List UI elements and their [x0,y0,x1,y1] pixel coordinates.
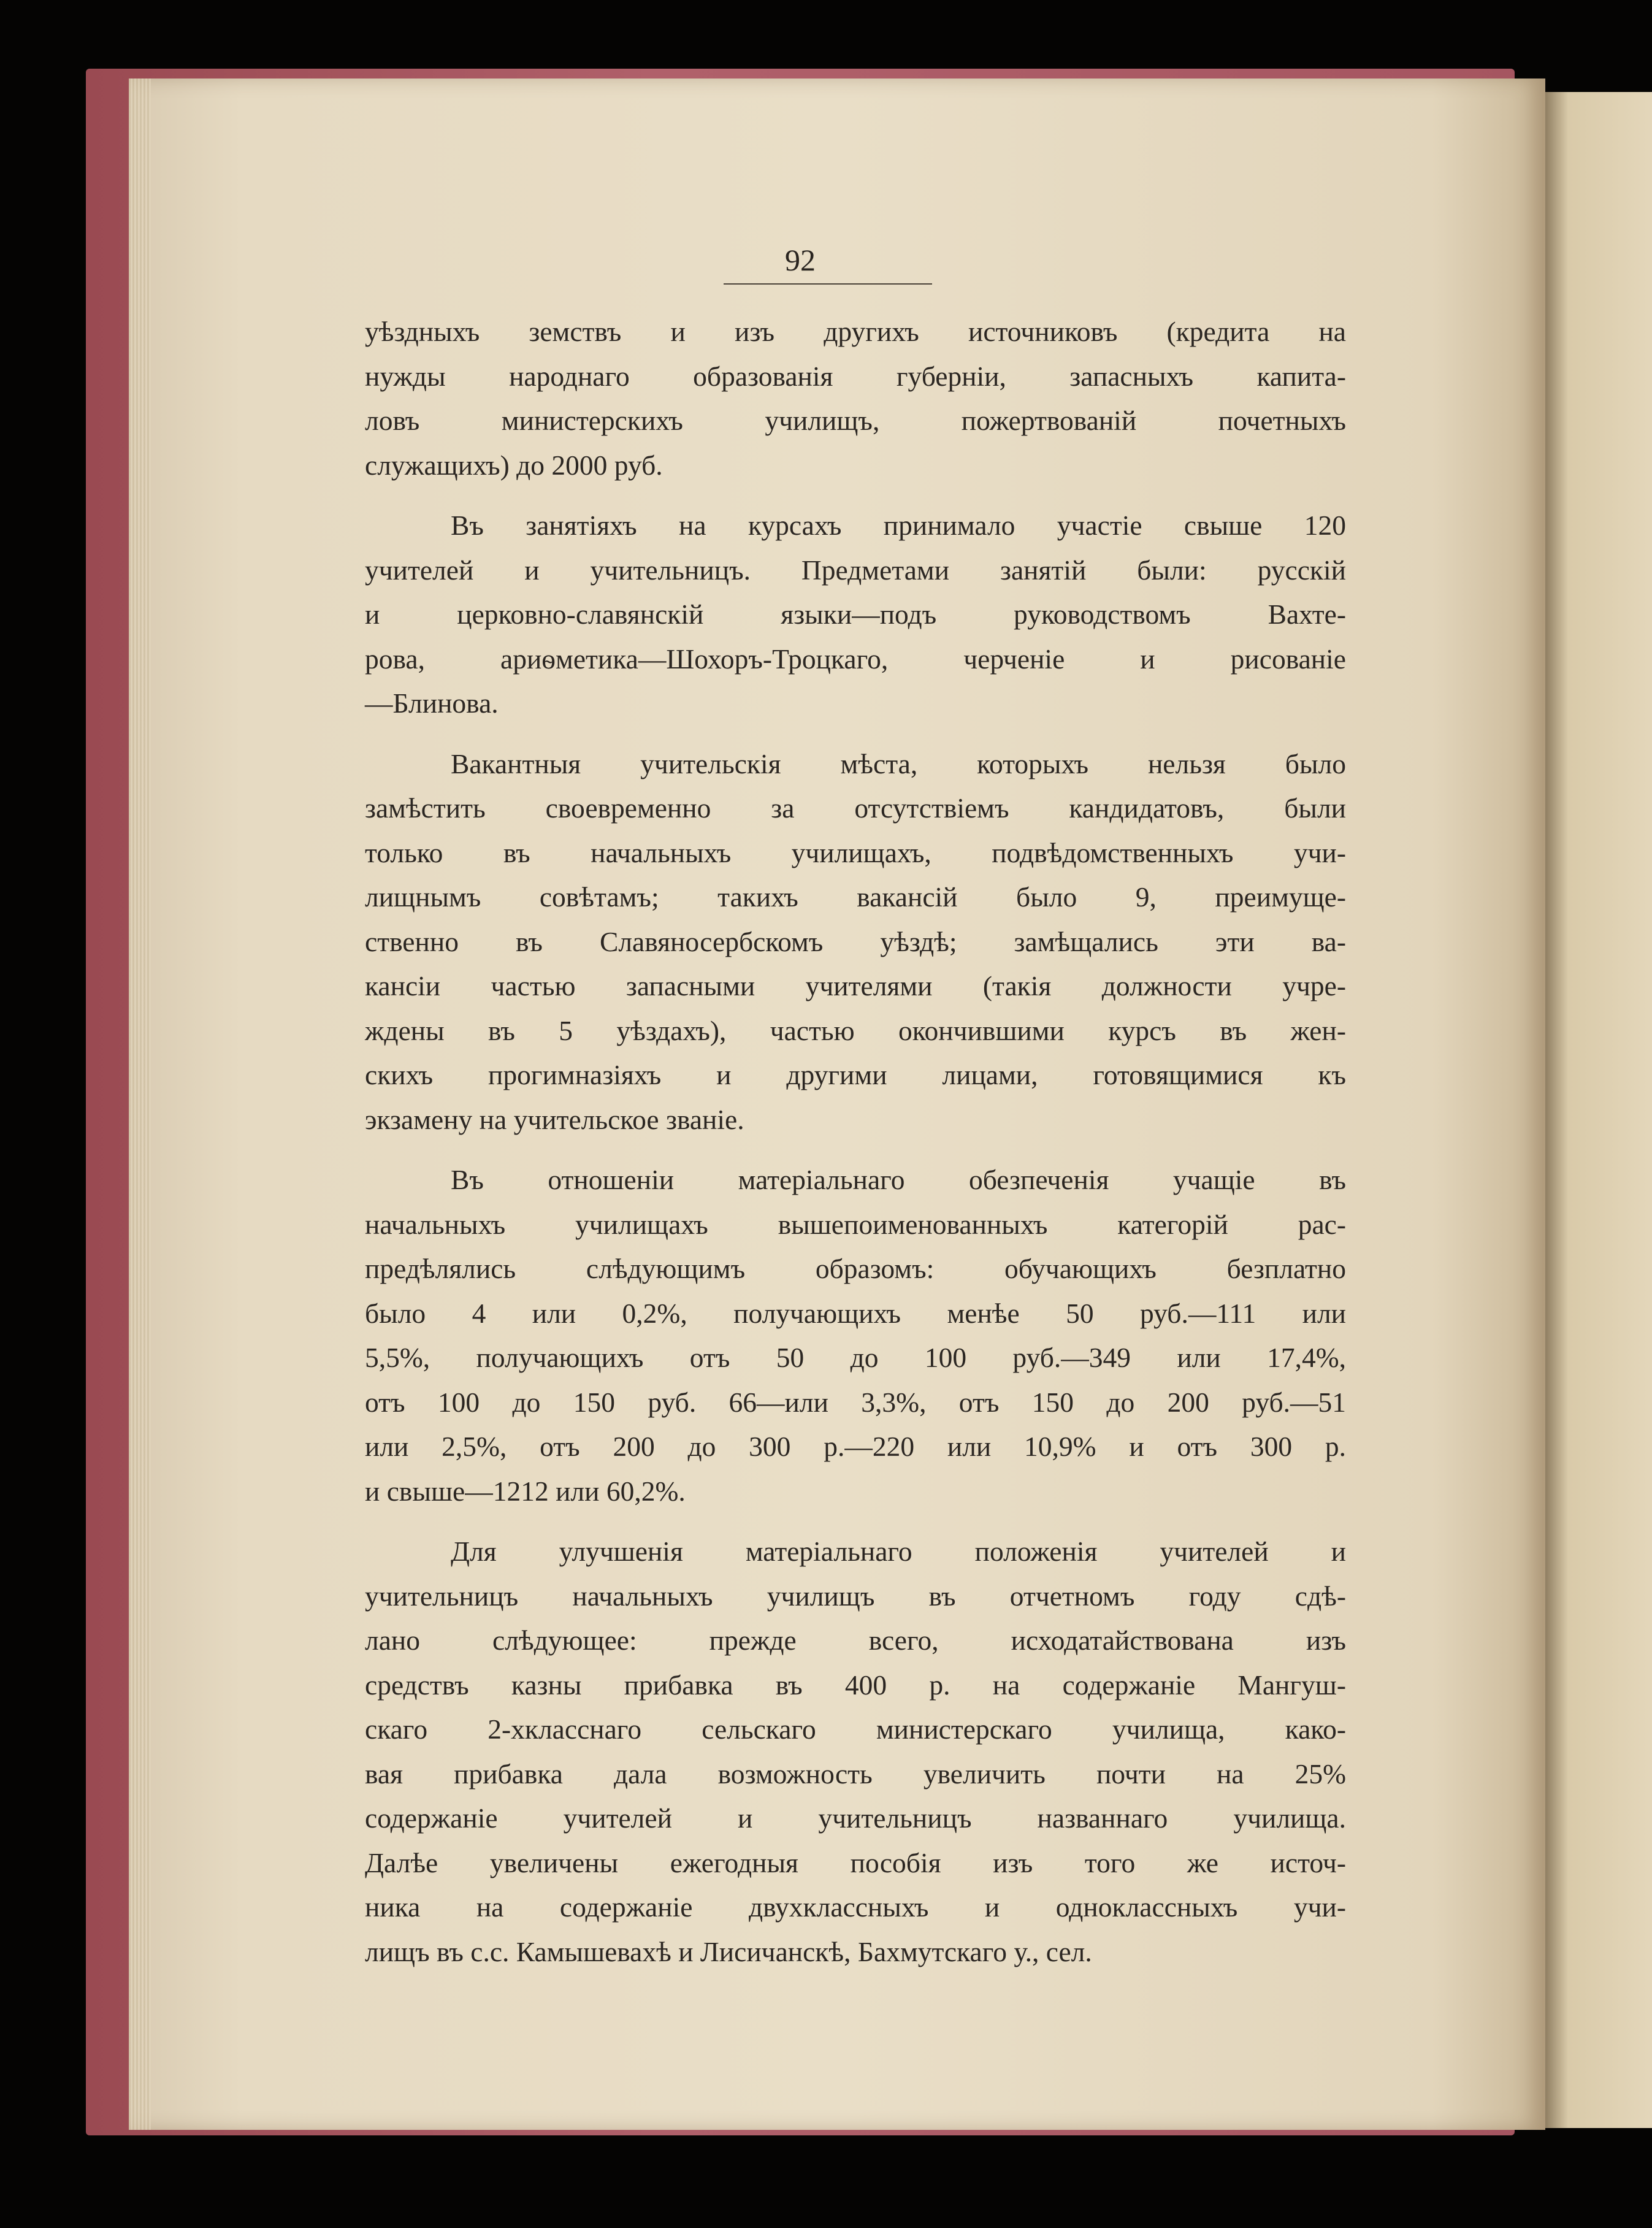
page-number-rule [724,283,932,285]
paragraph [365,503,1346,726]
text-line: рова, ариѳметика—Шохоръ-Троцкаго, черченіе и рисованіе [365,643,1346,675]
text-line: вая прибавка дала возможность увеличить почти на 25% [365,1758,1346,1790]
text-line: Вакантныя учительскія мѣста, которыхъ нельзя было [451,748,1346,779]
text-line: лано слѣдующее: прежде всего, исходатайствована изъ [365,1625,1346,1656]
text-line: лищнымъ совѣтамъ; такихъ вакансій было 9, преимуще- [365,881,1346,913]
text-line: замѣстить своевременно за отсутствіемъ кандидатовъ, были [365,792,1346,824]
text-line: Далѣе увеличены ежегодныя пособія изъ того же источ- [365,1847,1346,1878]
text-line: отъ 100 до 150 руб. 66—или 3,3%, отъ 150 до 200 руб.—51 [365,1386,1346,1418]
text-line: лищъ въ с.с. Камышевахѣ и Лисичанскѣ, Бахмутскаго у., сел. [365,1935,1092,1967]
text-line: ника на содержаніе двухклассныхъ и одноклассныхъ учи- [365,1891,1346,1923]
text-line: ловъ министерскихъ училищъ, пожертвованій почетныхъ [365,405,1346,436]
page-edges [129,78,151,2130]
text-line: скаго 2-хкласснаго сельскаго министерскаго училища, како- [365,1713,1346,1745]
paragraph [365,742,1346,1143]
body-text [365,310,1346,1990]
text-line: кансіи частью запасными учителями (такія должности учре- [365,970,1346,1001]
text-line: учителей и учительницъ. Предметами занятій были: русскій [365,554,1346,586]
text-line: экзамену на учительское званіе. [365,1103,744,1135]
page-number: 92 [785,243,816,277]
text-line: ждены въ 5 уѣздахъ), частью окончившими курсъ въ жен- [365,1014,1346,1046]
text-line: средствъ казны прибавка въ 400 р. на содержаніе Мангуш- [365,1669,1346,1701]
text-line: и свыше—1212 или 60,2%. [365,1475,686,1507]
text-line: содержаніе учителей и учительницъ названнаго училища. [365,1802,1346,1834]
text-line: Въ отношеніи матеріальнаго обезпеченія учащіе въ [451,1164,1346,1195]
text-line: —Блинова. [365,687,499,719]
text-line: начальныхъ училищахъ вышепоименованныхъ категорій рас- [365,1208,1346,1240]
text-line: нужды народнаго образованія губерніи, запасныхъ капита- [365,360,1346,392]
text-line: скихъ прогимназіяхъ и другими лицами, готовящимися къ [365,1059,1346,1090]
text-line: или 2,5%, отъ 200 до 300 р.—220 или 10,9% и отъ 300 р. [365,1431,1346,1462]
text-line: Для улучшенія матеріальнаго положенія учителей и [451,1536,1346,1567]
text-line: Въ занятіяхъ на курсахъ принимало участіе свыше 120 [451,510,1346,541]
text-line: ственно въ Славяносербскомъ уѣздѣ; замѣщались эти ва- [365,925,1346,957]
text-line: учительницъ начальныхъ училищъ въ отчетномъ году сдѣ- [365,1580,1346,1612]
paragraph [365,1529,1346,1974]
text-line: уѣздныхъ земствъ и изъ другихъ источниковъ (кредита на [365,316,1346,347]
paragraph [365,1158,1346,1514]
paragraph [365,310,1346,488]
facing-page-edge [1539,92,1652,2128]
text-line: предѣлялись слѣдующимъ образомъ: обучающихъ безплатно [365,1253,1346,1284]
text-line: 5,5%, получающихъ отъ 50 до 100 руб.—349 или 17,4%, [365,1342,1346,1373]
text-line: и церковно-славянскій языки—подъ руководствомъ Вахте- [365,599,1346,630]
text-line: было 4 или 0,2%, получающихъ менѣе 50 руб.—111 или [365,1297,1346,1329]
text-line: служащихъ) до 2000 руб. [365,449,663,481]
text-line: только въ начальныхъ училищахъ, подвѣдомственныхъ учи- [365,836,1346,868]
